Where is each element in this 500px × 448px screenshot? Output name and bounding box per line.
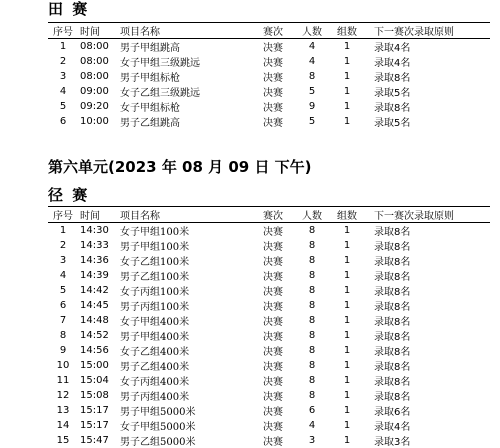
- cell-event: 女子甲组400米: [120, 317, 190, 328]
- col-header-no: 序号: [48, 23, 78, 39]
- cell-groups: 1: [343, 86, 351, 97]
- cell-no: 3: [59, 255, 67, 266]
- cell-no: 5: [59, 285, 67, 296]
- cell-rule: 录取8名: [374, 103, 411, 114]
- cell-no: 1: [59, 41, 67, 52]
- col-header-count: 人数: [294, 23, 330, 39]
- cell-groups: 1: [343, 375, 351, 386]
- cell-round: 决赛: [263, 88, 283, 99]
- cell-groups: 1: [343, 270, 351, 281]
- cell-rule: 录取8名: [374, 347, 411, 358]
- cell-event: 男子甲组标枪: [120, 73, 180, 84]
- cell-no: 6: [59, 116, 67, 127]
- table-row: [48, 99, 490, 114]
- cell-time: 14:30: [80, 225, 109, 236]
- cell-event: 男子丙组400米: [120, 392, 190, 403]
- cell-rule: 录取4名: [374, 43, 411, 54]
- cell-round: 决赛: [263, 392, 283, 403]
- cell-round: 决赛: [263, 103, 283, 114]
- cell-rule: 录取8名: [374, 332, 411, 343]
- table-row: [48, 84, 490, 99]
- cell-count: 8: [308, 300, 316, 311]
- cell-groups: 1: [343, 116, 351, 127]
- cell-time: 14:48: [80, 315, 109, 326]
- cell-rule: 录取8名: [374, 272, 411, 283]
- cell-event: 女子丙组100米: [120, 287, 190, 298]
- col-header-event: 项目名称: [112, 207, 252, 223]
- cell-round: 决赛: [263, 58, 283, 69]
- cell-groups: 1: [343, 56, 351, 67]
- cell-count: 5: [308, 116, 316, 127]
- cell-event: 女子乙组三级跳远: [120, 88, 200, 99]
- cell-groups: 1: [343, 255, 351, 266]
- cell-no: 6: [59, 300, 67, 311]
- cell-time: 14:42: [80, 285, 109, 296]
- col-header-groups: 组数: [330, 23, 364, 39]
- cell-rule: 录取5名: [374, 118, 411, 129]
- cell-event: 女子甲组标枪: [120, 103, 180, 114]
- cell-event: 女子甲组三级跳远: [120, 58, 200, 69]
- table-row: [48, 358, 490, 373]
- cell-round: 决赛: [263, 347, 283, 358]
- table-row: [48, 223, 490, 239]
- table-row: [48, 328, 490, 343]
- table-row: [48, 54, 490, 69]
- cell-no: 4: [59, 86, 67, 97]
- cell-count: 4: [308, 420, 316, 431]
- cell-groups: 1: [343, 330, 351, 341]
- cell-groups: 1: [343, 345, 351, 356]
- cell-no: 2: [59, 240, 67, 251]
- cell-round: 决赛: [263, 287, 283, 298]
- cell-event: 男子甲组100米: [120, 242, 190, 253]
- field-events-table: [48, 22, 490, 129]
- cell-rule: 录取4名: [374, 58, 411, 69]
- col-header-rule: 下一赛次录取原则: [364, 207, 490, 223]
- table-row: [48, 283, 490, 298]
- cell-count: 8: [308, 240, 316, 251]
- cell-groups: 1: [343, 240, 351, 251]
- cell-groups: 1: [343, 390, 351, 401]
- cell-count: 8: [308, 345, 316, 356]
- cell-event: 男子甲组400米: [120, 332, 190, 343]
- col-header-count: 人数: [294, 207, 330, 223]
- table-row: [48, 69, 490, 84]
- cell-no: 11: [56, 375, 70, 386]
- cell-round: 决赛: [263, 437, 283, 448]
- cell-round: 决赛: [263, 317, 283, 328]
- table-row: [48, 388, 490, 403]
- cell-no: 7: [59, 315, 67, 326]
- cell-rule: 录取8名: [374, 257, 411, 268]
- cell-rule: 录取8名: [374, 287, 411, 298]
- cell-round: 决赛: [263, 377, 283, 388]
- table-header-row: [48, 23, 490, 39]
- table-row: [48, 313, 490, 328]
- table-row: [48, 39, 490, 55]
- cell-rule: 录取5名: [374, 88, 411, 99]
- cell-rule: 录取8名: [374, 302, 411, 313]
- cell-rule: 录取8名: [374, 317, 411, 328]
- cell-count: 8: [308, 270, 316, 281]
- cell-time: 15:04: [80, 375, 109, 386]
- cell-event: 男子甲组5000米: [120, 407, 196, 418]
- cell-no: 2: [59, 56, 67, 67]
- cell-round: 决赛: [263, 43, 283, 54]
- cell-rule: 录取6名: [374, 407, 411, 418]
- cell-round: 决赛: [263, 242, 283, 253]
- cell-no: 10: [56, 360, 70, 371]
- cell-round: 决赛: [263, 302, 283, 313]
- col-header-event: 项目名称: [112, 23, 252, 39]
- cell-time: 15:17: [80, 420, 109, 431]
- cell-rule: 录取3名: [374, 437, 411, 448]
- cell-rule: 录取8名: [374, 392, 411, 403]
- cell-no: 8: [59, 330, 67, 341]
- cell-rule: 录取8名: [374, 73, 411, 84]
- cell-round: 决赛: [263, 362, 283, 373]
- cell-event: 女子甲组100米: [120, 227, 190, 238]
- cell-groups: 1: [343, 435, 351, 446]
- field-events-heading: 田 赛: [48, 0, 90, 18]
- cell-count: 8: [308, 360, 316, 371]
- cell-round: 决赛: [263, 407, 283, 418]
- col-header-round: 赛次: [252, 23, 294, 39]
- cell-round: 决赛: [263, 422, 283, 433]
- cell-groups: 1: [343, 71, 351, 82]
- cell-no: 12: [56, 390, 70, 401]
- cell-count: 8: [308, 330, 316, 341]
- cell-groups: 1: [343, 41, 351, 52]
- cell-no: 5: [59, 101, 67, 112]
- cell-event: 男子乙组400米: [120, 362, 190, 373]
- col-header-no: 序号: [48, 207, 78, 223]
- cell-count: 4: [308, 41, 316, 52]
- cell-count: 8: [308, 71, 316, 82]
- cell-time: 14:45: [80, 300, 109, 311]
- cell-event: 女子乙组400米: [120, 347, 190, 358]
- cell-groups: 1: [343, 225, 351, 236]
- col-header-round: 赛次: [252, 207, 294, 223]
- cell-event: 男子甲组跳高: [120, 43, 180, 54]
- cell-no: 14: [56, 420, 70, 431]
- cell-time: 14:52: [80, 330, 109, 341]
- cell-count: 8: [308, 285, 316, 296]
- cell-no: 13: [56, 405, 70, 416]
- cell-no: 9: [59, 345, 67, 356]
- col-header-time: 时间: [78, 23, 112, 39]
- table-row: [48, 433, 490, 448]
- cell-time: 08:00: [80, 41, 109, 52]
- cell-groups: 1: [343, 420, 351, 431]
- cell-time: 15:00: [80, 360, 109, 371]
- cell-rule: 录取8名: [374, 242, 411, 253]
- cell-round: 决赛: [263, 118, 283, 129]
- cell-groups: 1: [343, 315, 351, 326]
- unit-title: 第六单元(2023 年 08 月 09 日 下午): [48, 158, 312, 176]
- cell-groups: 1: [343, 405, 351, 416]
- cell-count: 8: [308, 255, 316, 266]
- cell-event: 男子丙组100米: [120, 302, 190, 313]
- cell-rule: 录取8名: [374, 362, 411, 373]
- cell-time: 08:00: [80, 56, 109, 67]
- cell-groups: 1: [343, 101, 351, 112]
- cell-count: 8: [308, 390, 316, 401]
- cell-time: 14:39: [80, 270, 109, 281]
- cell-rule: 录取4名: [374, 422, 411, 433]
- cell-time: 15:08: [80, 390, 109, 401]
- table-row: [48, 418, 490, 433]
- col-header-rule: 下一赛次录取原则: [364, 23, 490, 39]
- cell-event: 女子甲组5000米: [120, 422, 196, 433]
- cell-event: 男子乙组5000米: [120, 437, 196, 448]
- cell-groups: 1: [343, 360, 351, 371]
- table-row: [48, 403, 490, 418]
- cell-no: 3: [59, 71, 67, 82]
- cell-time: 10:00: [80, 116, 109, 127]
- table-row: [48, 298, 490, 313]
- col-header-time: 时间: [78, 207, 112, 223]
- cell-groups: 1: [343, 300, 351, 311]
- cell-round: 决赛: [263, 73, 283, 84]
- cell-count: 8: [308, 375, 316, 386]
- table-row: [48, 253, 490, 268]
- cell-round: 决赛: [263, 272, 283, 283]
- cell-time: 09:20: [80, 101, 109, 112]
- cell-count: 3: [308, 435, 316, 446]
- cell-round: 决赛: [263, 227, 283, 238]
- cell-time: 15:47: [80, 435, 109, 446]
- cell-no: 4: [59, 270, 67, 281]
- cell-count: 6: [308, 405, 316, 416]
- cell-event: 女子乙组100米: [120, 257, 190, 268]
- cell-count: 9: [308, 101, 316, 112]
- col-header-groups: 组数: [330, 207, 364, 223]
- cell-count: 4: [308, 56, 316, 67]
- cell-time: 14:33: [80, 240, 109, 251]
- cell-time: 15:17: [80, 405, 109, 416]
- cell-event: 男子乙组100米: [120, 272, 190, 283]
- cell-round: 决赛: [263, 332, 283, 343]
- cell-time: 09:00: [80, 86, 109, 97]
- cell-count: 8: [308, 315, 316, 326]
- table-header-row: [48, 207, 490, 223]
- cell-event: 女子丙组400米: [120, 377, 190, 388]
- cell-round: 决赛: [263, 257, 283, 268]
- cell-time: 08:00: [80, 71, 109, 82]
- table-row: [48, 114, 490, 129]
- cell-no: 15: [56, 435, 70, 446]
- cell-no: 1: [59, 225, 67, 236]
- cell-count: 8: [308, 225, 316, 236]
- table-row: [48, 343, 490, 358]
- cell-count: 5: [308, 86, 316, 97]
- cell-time: 14:56: [80, 345, 109, 356]
- track-events-heading: 径 赛: [48, 186, 90, 204]
- cell-rule: 录取8名: [374, 227, 411, 238]
- table-row: [48, 238, 490, 253]
- cell-groups: 1: [343, 285, 351, 296]
- table-row: [48, 268, 490, 283]
- table-row: [48, 373, 490, 388]
- cell-event: 男子乙组跳高: [120, 118, 180, 129]
- cell-time: 14:36: [80, 255, 109, 266]
- cell-rule: 录取8名: [374, 377, 411, 388]
